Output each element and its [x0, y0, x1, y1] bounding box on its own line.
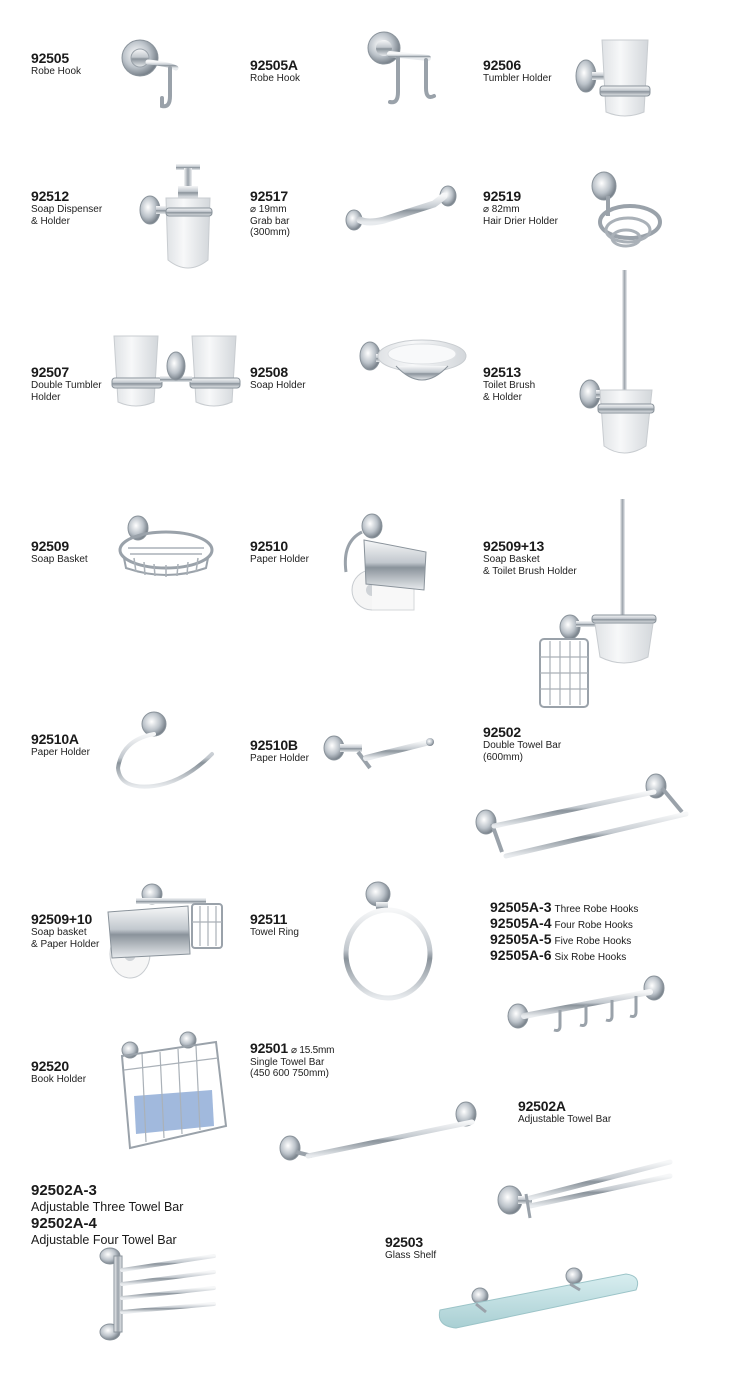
product-92520 — [31, 1058, 86, 1086]
variant-row — [490, 948, 638, 964]
toilet-brush-icon — [578, 268, 662, 458]
soap-basket-icon — [114, 514, 216, 582]
product-92519 — [483, 188, 558, 227]
product-spec: ⌀ 82mm — [483, 204, 520, 216]
product-code: 92517 — [250, 188, 288, 204]
grab-bar-icon — [344, 182, 462, 234]
product-92502A — [518, 1098, 611, 1126]
product-desc: Book Holder — [31, 1074, 87, 1086]
product-code: 92505A — [250, 57, 298, 73]
product-92512 — [31, 188, 102, 227]
variant-code: 92505A-5 — [490, 931, 552, 947]
variant-code: 92505A-3 — [490, 899, 552, 915]
multi-robe-hook-rail-icon — [504, 974, 672, 1036]
product-92502 — [483, 724, 561, 763]
product-92513 — [483, 364, 535, 403]
variant-code: 92505A-6 — [490, 947, 552, 963]
paper-holder-ring-icon — [114, 710, 216, 792]
product-92510 — [250, 538, 309, 566]
variant-desc: Three Robe Hooks — [554, 904, 639, 915]
variant-row — [490, 916, 638, 932]
product-92509 — [31, 538, 88, 566]
product-92510B — [250, 737, 309, 765]
product-code: 92503 — [385, 1234, 423, 1250]
towel-ring-icon — [342, 880, 436, 1004]
paper-holder-bar-icon — [322, 730, 436, 774]
product-code-text: 92501 — [250, 1040, 288, 1056]
soap-basket-paper-holder-icon — [106, 882, 226, 984]
glass-shelf-icon — [436, 1266, 642, 1332]
variant-desc: Six Robe Hooks — [554, 952, 627, 963]
product-code: 92511 — [250, 911, 288, 927]
adjustable-multi-towel-bar-icon — [98, 1246, 220, 1344]
product-code: 92502A — [518, 1098, 566, 1114]
adjustable-bars — [31, 1182, 183, 1248]
product-code: 92519 — [483, 188, 521, 204]
product-desc: Towel Ring — [250, 927, 299, 939]
product-code: 92509 — [31, 538, 69, 554]
product-92507 — [31, 364, 102, 403]
variant-row — [490, 932, 638, 948]
product-code: 92509+10 — [31, 911, 93, 927]
tumbler-holder-icon — [572, 36, 657, 121]
hair-drier-holder-icon — [584, 168, 666, 256]
single-towel-bar-icon — [276, 1102, 482, 1162]
product-desc: Soap Basket & Toilet Brush Holder — [483, 554, 577, 577]
product-desc: Robe Hook — [250, 73, 301, 85]
soap-basket-toilet-brush-icon — [536, 497, 658, 709]
product-92505A — [250, 57, 300, 85]
product-desc: Single Towel Bar (450 600 750mm) — [250, 1056, 329, 1079]
product-desc: Adjustable Towel Bar — [518, 1114, 612, 1126]
product-desc: Grab bar (300mm) — [250, 215, 291, 239]
product-code: 92509+13 — [483, 538, 545, 554]
product-code: 92520 — [31, 1058, 69, 1074]
product-code: 92510 — [250, 538, 288, 554]
product-code: 92513 — [483, 364, 521, 380]
product-92506 — [483, 57, 552, 85]
product-code: 92502 — [483, 724, 521, 740]
product-code: 92507 — [31, 364, 69, 380]
product-desc: Toilet Brush & Holder — [483, 380, 536, 403]
product-code: 92506 — [483, 57, 521, 73]
product-code: 92510A — [31, 731, 79, 747]
product-spec: ⌀ 15.5mm — [290, 1045, 335, 1056]
product-desc: Paper Holder — [250, 554, 309, 566]
product-desc: Paper Holder — [250, 753, 309, 765]
product-92503 — [385, 1234, 436, 1262]
product-92517 — [250, 188, 290, 239]
variant-code: 92505A-4 — [490, 915, 552, 931]
variant-desc: Five Robe Hooks — [554, 936, 632, 947]
adjustable-towel-bar-icon — [496, 1158, 674, 1224]
product-desc: Soap Basket — [31, 554, 88, 566]
product-code: 92510B — [250, 737, 298, 753]
double-robe-hook-icon — [360, 28, 445, 113]
product-desc: Soap Dispenser & Holder — [31, 204, 103, 227]
product-92508 — [250, 364, 306, 392]
product-92501 — [250, 1040, 334, 1080]
double-towel-bar-icon — [472, 772, 696, 868]
product-desc: Robe Hook — [31, 66, 82, 78]
product-spec: ⌀ 19mm — [250, 204, 287, 216]
product-desc: Soap basket & Paper Holder — [31, 927, 100, 950]
product-desc: Hair Drier Holder — [483, 215, 559, 227]
product-code — [250, 1040, 334, 1057]
product-desc: Double Tumbler Holder — [31, 380, 102, 403]
adjustable-bar-desc: Adjustable Four Towel Bar — [31, 1233, 177, 1248]
adjustable-bar-code: 92502A-3 — [31, 1182, 97, 1199]
product-92505 — [31, 50, 81, 78]
adjustable-bar-code: 92502A-4 — [31, 1214, 97, 1232]
robe-hook-icon — [118, 28, 188, 118]
variant-row — [490, 900, 638, 916]
product-code: 92508 — [250, 364, 288, 380]
adjustable-bar-desc: Adjustable Three Towel Bar — [31, 1200, 184, 1215]
book-holder-icon — [116, 1030, 232, 1152]
variant-desc: Four Robe Hooks — [554, 920, 633, 931]
product-desc: Paper Holder — [31, 747, 90, 759]
product-code: 92505 — [31, 50, 69, 66]
soap-holder-icon — [358, 334, 468, 392]
product-desc: Tumbler Holder — [483, 73, 552, 85]
product-desc: Glass Shelf — [385, 1250, 437, 1262]
product-92509-10 — [31, 911, 99, 950]
soap-dispenser-icon — [134, 160, 214, 278]
double-tumbler-holder-icon — [110, 332, 240, 414]
paper-holder-icon — [342, 512, 430, 614]
product-code: 92512 — [31, 188, 69, 204]
product-desc: Soap Holder — [250, 380, 306, 392]
product-92511 — [250, 911, 299, 939]
robe-hook-variants — [490, 900, 638, 964]
product-92510A — [31, 731, 90, 759]
product-desc: Double Towel Bar (600mm) — [483, 740, 562, 763]
